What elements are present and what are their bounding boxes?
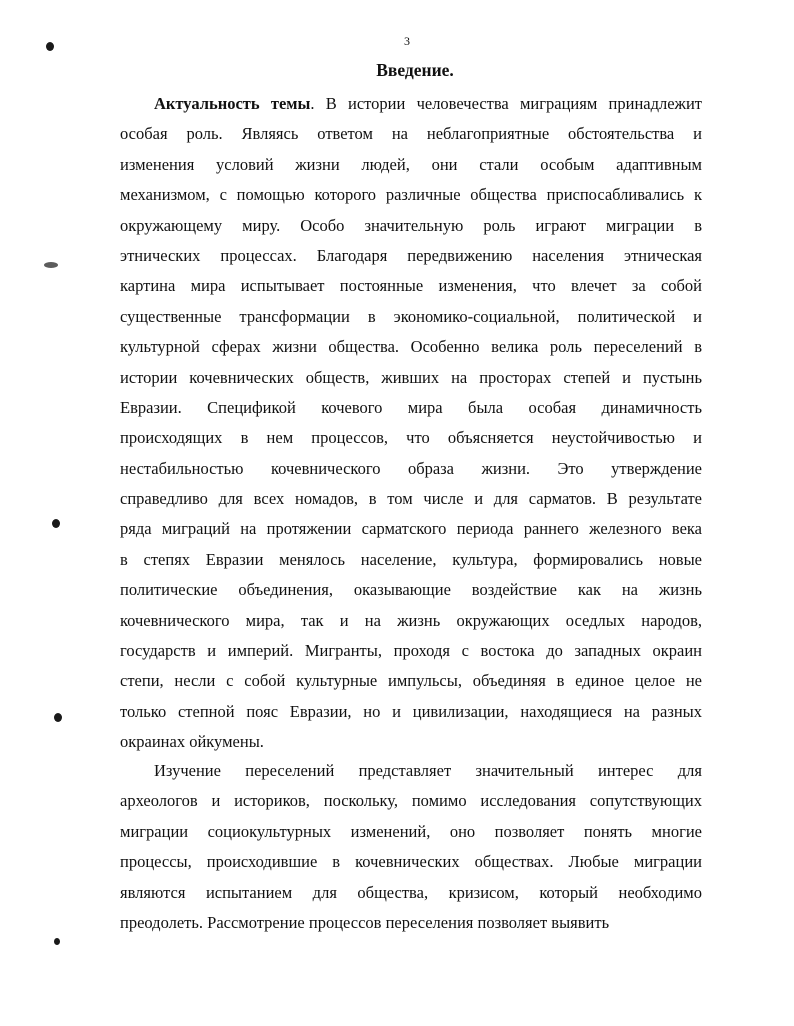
text-line <box>120 817 702 847</box>
binder-hole-mark <box>52 519 60 528</box>
text-line <box>120 363 702 393</box>
text-line <box>120 575 702 605</box>
text-line <box>120 606 702 636</box>
text-line-content: процессы, происходившие в кочевнических обществах. Любые миграции <box>120 852 702 872</box>
text-line <box>120 666 702 696</box>
text-line <box>120 545 702 575</box>
page-number: 3 <box>404 34 410 48</box>
text-line <box>120 878 702 908</box>
text-line <box>120 756 702 786</box>
section-lead-heading: Актуальность темы <box>154 94 311 113</box>
text-line-content: степи, несли с собой культурные импульсы, объединяя в единое целое не <box>120 671 702 691</box>
text-line-content: истории кочевнических обществ, живших на просторах степей и пустынь <box>120 367 702 387</box>
text-line-content: нестабильностью кочевнического образа жизни. Это утверждение <box>120 458 702 478</box>
text-line <box>120 454 702 484</box>
text-line <box>120 727 702 757</box>
text-line <box>120 241 702 271</box>
text-line <box>120 393 702 423</box>
text-line-content: окраинах ойкумены. <box>120 732 264 752</box>
text-line-content: миграции социокультурных изменений, оно позволяет понять многие <box>120 821 702 841</box>
text-line <box>120 423 702 453</box>
text-line-content: Евразии. Спецификой кочевого мира была особая динамичность <box>120 397 702 417</box>
text-line-content: Изучение переселений представляет значительный интерес для <box>154 761 702 780</box>
text-line-content: преодолеть. Рассмотрение процессов переселения позволяет выявить <box>120 912 610 932</box>
text-line-content: справедливо для всех номадов, в том числе и для сарматов. В результате <box>120 489 702 509</box>
text-line-content: только степной пояс Евразии, но и цивилизации, находящиеся на разных <box>120 701 702 721</box>
text-line-content: этнических процессах. Благодаря передвижению населения этническая <box>120 245 702 265</box>
text-line-content: существенные трансформации в экономико-социальной, политической и <box>120 306 702 326</box>
text-line <box>120 332 702 362</box>
text-line <box>120 514 702 544</box>
text-line-content: культурной сферах жизни общества. Особенно велика роль переселений в <box>120 337 702 357</box>
text-line <box>120 89 702 119</box>
text-line-content: ряда миграций на протяжении сарматского периода раннего железного века <box>120 519 702 539</box>
page-title: Введение. <box>376 60 454 80</box>
text-line-content: кочевнического мира, так и на жизнь окружающих оседлых народов, <box>120 610 702 630</box>
text-line <box>120 908 702 938</box>
text-line-content: политические объединения, оказывающие воздействие как на жизнь <box>120 580 702 600</box>
text-line-content: государств и империй. Мигранты, проходя с востока до западных окраин <box>120 641 702 661</box>
text-line-content: происходящих в нем процессов, что объясняется неустойчивостью и <box>120 428 702 448</box>
text-line <box>120 180 702 210</box>
text-line <box>120 150 702 180</box>
text-line <box>120 302 702 332</box>
paragraph-2 <box>120 756 702 938</box>
text-line <box>120 636 702 666</box>
text-line <box>120 847 702 877</box>
text-line-content: особая роль. Являясь ответом на неблагоприятные обстоятельства и <box>120 124 702 144</box>
text-line-content: . В истории человечества миграциям принадлежит <box>310 94 702 113</box>
text-line-content: археологов и историков, поскольку, помимо исследования сопутствующих <box>120 791 702 811</box>
text-line-content: изменения условий жизни людей, они стали особым адаптивным <box>120 154 702 174</box>
text-line-content: картина мира испытывает постоянные изменения, что влечет за собой <box>120 276 702 296</box>
text-line <box>120 211 702 241</box>
text-line-content: в степях Евразии менялось население, культура, формировались новые <box>120 549 702 569</box>
text-line <box>120 119 702 149</box>
text-line <box>120 484 702 514</box>
paragraph-1 <box>120 89 702 758</box>
text-line <box>120 786 702 816</box>
text-line-content: являются испытанием для общества, кризисом, который необходимо <box>120 882 702 902</box>
scan-smudge-mark <box>44 262 58 268</box>
text-line <box>120 697 702 727</box>
text-line <box>120 271 702 301</box>
binder-hole-mark <box>54 938 60 945</box>
text-line-content: окружающему миру. Особо значительную роль играют миграции в <box>120 215 702 235</box>
binder-hole-mark <box>54 713 62 722</box>
text-line-content: механизмом, с помощью которого различные общества приспосабливались к <box>120 185 702 205</box>
